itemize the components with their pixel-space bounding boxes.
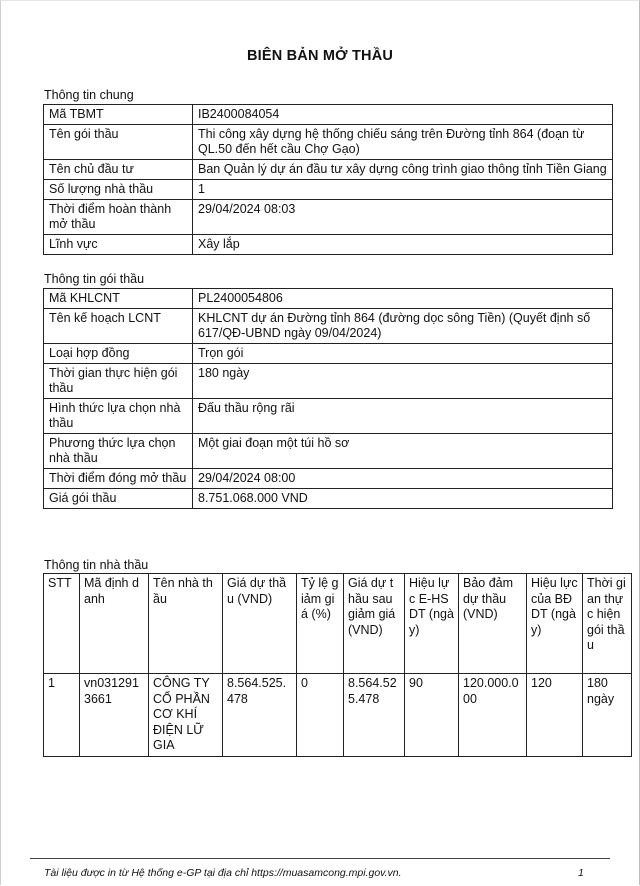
table-row [44,160,613,180]
column-header: Thời gian thực hiện gói thầu [583,574,632,674]
field-value: Trọn gói [193,344,613,364]
package-info-heading: Thông tin gói thầu [44,272,145,286]
table-row [44,674,632,757]
field-value: IB2400084054 [193,105,613,125]
table-row [44,309,613,344]
field-value: Ban Quản lý dự án đầu tư xây dựng công trình giao thông tỉnh Tiền Giang [193,160,613,180]
field-label: Loại hợp đồng [44,344,193,364]
field-label: Mã TBMT [44,105,193,125]
table-row [44,489,613,509]
table-cell: 180 ngày [583,674,632,757]
footer-divider [30,858,610,859]
field-value: Thi công xây dựng hệ thống chiếu sáng trên Đường tỉnh 864 (đoạn từ QL.50 đến hết cầu Chợ Gạo) [193,125,613,160]
table-cell: 120.000.000 [459,674,527,757]
table-cell: 1 [44,674,80,757]
table-row [44,364,613,399]
column-header: Hiệu lực E-HSDT (ngày) [405,574,459,674]
table-row [44,469,613,489]
column-header: STT [44,574,80,674]
footer-note: Tài liệu được in từ Hệ thống e-GP tại địa chỉ https://muasamcong.mpi.gov.vn. [44,867,402,879]
table-row [44,344,613,364]
page-number: 1 [578,867,584,879]
table-header-row [44,574,632,674]
table-cell: 0 [297,674,344,757]
field-label: Thời điểm đóng mở thầu [44,469,193,489]
field-value: Đấu thầu rộng rãi [193,399,613,434]
field-label: Lĩnh vực [44,235,193,255]
field-label: Tên chủ đầu tư [44,160,193,180]
table-cell: 8.564.525.478 [344,674,405,757]
column-header: Bảo đảm dự thầu (VND) [459,574,527,674]
general-info-heading: Thông tin chung [44,88,134,102]
column-header: Giá dự thầu sau giảm giá (VND) [344,574,405,674]
column-header: Tỷ lệ giảm giá (%) [297,574,344,674]
table-row [44,235,613,255]
table-row [44,105,613,125]
general-info-table [43,104,613,255]
column-header: Tên nhà thầu [149,574,223,674]
field-label: Thời điểm hoàn thành mở thầu [44,200,193,235]
table-row [44,180,613,200]
field-value: 1 [193,180,613,200]
field-label: Giá gói thầu [44,489,193,509]
table-cell: 120 [527,674,583,757]
field-label: Tên gói thầu [44,125,193,160]
table-cell: CÔNG TY CỔ PHẦN CƠ KHÍ ĐIỆN LỮ GIA [149,674,223,757]
field-value: 180 ngày [193,364,613,399]
column-header: Mã định danh [80,574,149,674]
table-row [44,125,613,160]
column-header: Giá dự thầu (VND) [223,574,297,674]
table-row [44,434,613,469]
contractor-table [43,573,632,757]
field-value: Xây lắp [193,235,613,255]
table-cell: 8.564.525.478 [223,674,297,757]
field-value: 8.751.068.000 VND [193,489,613,509]
field-label: Mã KHLCNT [44,289,193,309]
field-value: 29/04/2024 08:03 [193,200,613,235]
package-info-table [43,288,613,509]
field-value: KHLCNT dự án Đường tỉnh 864 (đường dọc sông Tiền) (Quyết định số 617/QĐ-UBND ngày 09/04/2024) [193,309,613,344]
field-value: Một giai đoạn một túi hồ sơ [193,434,613,469]
document-title: BIÊN BẢN MỞ THẦU [246,48,394,64]
column-header: Hiệu lực của BĐ DT (ngày) [527,574,583,674]
contractor-info-heading: Thông tin nhà thầu [44,558,149,572]
field-value: 29/04/2024 08:00 [193,469,613,489]
field-label: Phương thức lựa chọn nhà thầu [44,434,193,469]
table-cell: vn0312913661 [80,674,149,757]
table-row [44,289,613,309]
field-label: Hình thức lựa chọn nhà thầu [44,399,193,434]
field-value: PL2400054806 [193,289,613,309]
field-label: Thời gian thực hiện gói thầu [44,364,193,399]
table-cell: 90 [405,674,459,757]
table-row [44,200,613,235]
field-label: Số lượng nhà thầu [44,180,193,200]
field-label: Tên kế hoạch LCNT [44,309,193,344]
table-row [44,399,613,434]
